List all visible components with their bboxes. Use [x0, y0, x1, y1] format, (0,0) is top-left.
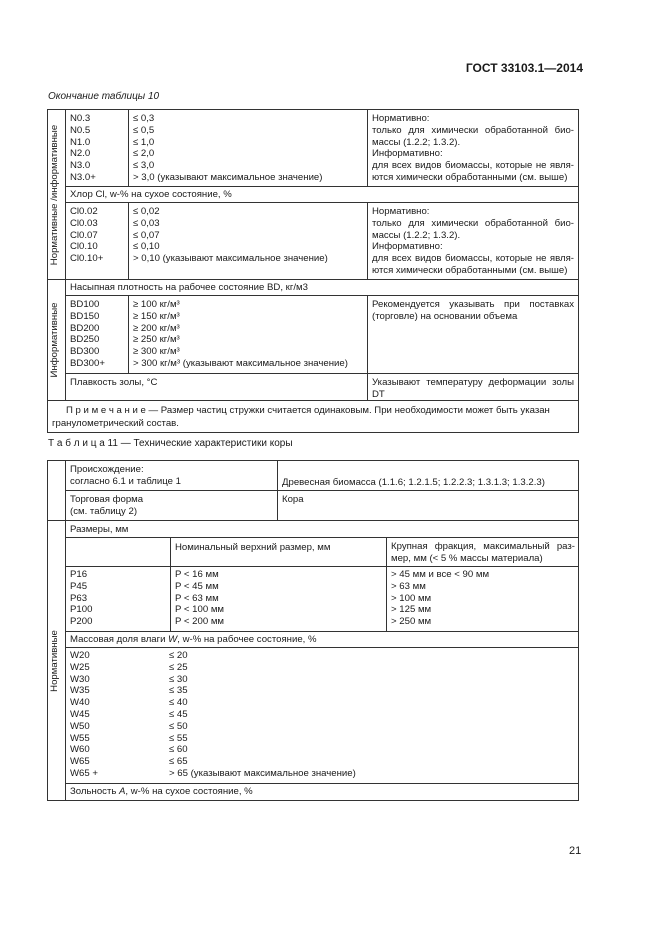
- chlorine-notes: [372, 206, 574, 277]
- table-cell: Cl0.03: [70, 217, 98, 229]
- table-cell: > 63 мм: [391, 580, 426, 592]
- table-cell: Указывают температуру деформации золы: [372, 377, 574, 388]
- table-cell: Нормативно:: [372, 113, 430, 124]
- moisture-title: Массовая доля влаги W, w-% на рабочее состояние, %: [70, 634, 317, 645]
- table-cell: массы (1.2.2; 1.3.2).: [372, 229, 461, 241]
- table-cell: Cl0.02: [70, 206, 98, 217]
- table-cell: Происхождение:: [70, 464, 144, 475]
- table-10-caption: Окончание таблицы 10: [48, 91, 160, 102]
- table-11-caption: Т а б л и ц а 11 — Технические характеристики коры: [48, 438, 293, 449]
- origin-value: Древесная биомасса (1.1.6; 1.2.1.5; 1.2.2.3; 1.3.1.3; 1.3.2.3): [282, 477, 545, 488]
- table-cell: P < 200 мм: [175, 616, 225, 628]
- table-cell: для всех видов биомассы, которые не явля-: [372, 160, 574, 172]
- table-cell: ются химически обработанными (см. выше): [372, 171, 568, 183]
- nitrogen-notes: [372, 113, 574, 184]
- remark-line: П р и м е ч а н и е — Размер частиц стружки считается одинаковым. При необходимости может быть указан: [66, 405, 550, 416]
- table-cell: ≤ 40: [169, 697, 188, 709]
- group-label-normative: Нормативные: [49, 630, 60, 692]
- table-cell: N3.0+: [70, 171, 96, 183]
- table-cell: W35: [70, 685, 90, 697]
- table-cell: > 100 мм: [391, 592, 432, 604]
- table-cell: для всех видов биомассы, которые не явля-: [372, 253, 574, 265]
- table-cell: мер, мм (< 5 % массы материала): [391, 552, 543, 564]
- table-cell: P < 45 мм: [175, 580, 219, 592]
- table-cell: > 65 (указывают максимальное значение): [169, 767, 356, 779]
- table-cell: ≥ 100 кг/м³: [133, 299, 180, 310]
- table-cell: ≤ 2,0: [133, 148, 155, 160]
- chlorine-codes: [70, 206, 103, 265]
- table-cell: ≥ 300 кг/м³: [133, 346, 180, 358]
- table-cell: (торговле) на основании объема: [372, 310, 518, 322]
- table-cell: > 125 мм: [391, 604, 432, 616]
- table-cell: ≤ 0,5: [133, 124, 155, 136]
- table-cell: > 250 мм: [391, 616, 432, 628]
- table-cell: BD200: [70, 322, 100, 334]
- bulk-density-codes: [70, 299, 105, 370]
- dimensions-title: Размеры, мм: [70, 524, 129, 535]
- trade-form-label: [70, 494, 143, 518]
- table-cell: BD150: [70, 310, 100, 322]
- table-cell: ≤ 55: [169, 732, 188, 744]
- table-cell: ≤ 25: [169, 661, 188, 673]
- table-cell: W45: [70, 708, 90, 720]
- moisture-values: [169, 650, 356, 780]
- column-header-nominal: Номинальный верхний размер, мм: [175, 542, 331, 553]
- trade-form-value: Кора: [282, 494, 304, 505]
- ash-content-title: Зольность A, w-% на сухое состояние, %: [70, 786, 253, 797]
- table-cell: P100: [70, 604, 93, 616]
- document-id: ГОСТ 33103.1—2014: [465, 61, 583, 75]
- table-cell: W65 +: [70, 767, 98, 779]
- table-cell: BD250: [70, 334, 100, 346]
- table-cell: > 3,0 (указывают максимальное значение): [133, 171, 323, 183]
- table-cell: Торговая форма: [70, 494, 144, 505]
- table-cell: W40: [70, 697, 90, 709]
- table-cell: W60: [70, 744, 90, 756]
- table-cell: Cl0.10: [70, 241, 98, 253]
- table-10-remark: [52, 404, 574, 430]
- table-cell: Крупная фракция, максимальный раз-: [391, 541, 575, 552]
- table-cell: согласно 6.1 и таблице 1: [70, 475, 181, 487]
- dimension-codes: [70, 569, 92, 628]
- table-cell: Нормативно:: [372, 206, 430, 217]
- table-cell: ≤ 0,07: [133, 229, 160, 241]
- table-cell: ≥ 150 кг/м³: [133, 310, 180, 322]
- table-cell: Рекомендуется указывать при поставках: [372, 299, 574, 310]
- table-cell: ются химически обработанными (см. выше): [372, 264, 568, 276]
- table-cell: ≤ 0,03: [133, 217, 160, 229]
- table-cell: W55: [70, 732, 90, 744]
- table-cell: N1.0: [70, 136, 91, 148]
- chlorine-values: [133, 206, 328, 265]
- table-cell: P < 16 мм: [175, 569, 219, 580]
- table-cell: BD300: [70, 346, 100, 358]
- bulk-density-notes: [372, 299, 574, 323]
- table-cell: P < 100 мм: [175, 604, 225, 616]
- moisture-codes: [70, 650, 98, 780]
- nitrogen-values: [133, 113, 322, 184]
- table-cell: P < 63 мм: [175, 592, 219, 604]
- table-cell: P45: [70, 580, 88, 592]
- chlorine-title: Хлор Cl, w-% на сухое состояние, %: [70, 189, 232, 200]
- bulk-density-title: Насыпная плотность на рабочее состояние BD, кг/м3: [70, 282, 308, 293]
- table-cell: > 0,10 (указывают максимальное значение): [133, 253, 328, 265]
- group-label-informative: Информативные: [49, 302, 60, 378]
- bulk-density-values: [133, 299, 348, 370]
- group-label-normative-informative: Нормативные /информативные: [49, 124, 60, 266]
- table-cell: W30: [70, 673, 90, 685]
- table-cell: W65: [70, 756, 90, 768]
- table-cell: > 45 мм и все < 90 мм: [391, 569, 490, 580]
- table-cell: > 300 кг/м³ (указывают максимальное значение): [133, 357, 348, 369]
- table-cell: N0.3: [70, 113, 91, 124]
- page-number: 21: [569, 845, 582, 857]
- table-cell: P200: [70, 616, 93, 628]
- table-cell: ≤ 3,0: [133, 160, 155, 172]
- table-cell: Cl0.10+: [70, 253, 104, 265]
- table-cell: Cl0.07: [70, 229, 98, 241]
- table-cell: ≤ 30: [169, 673, 188, 685]
- table-cell: Информативно:: [372, 241, 443, 253]
- table-cell: BD300+: [70, 357, 105, 369]
- dimension-coarse-values: [391, 569, 489, 628]
- table-cell: ≤ 45: [169, 708, 188, 720]
- table-cell: ≤ 65: [169, 756, 188, 768]
- table-cell: ≤ 0,02: [133, 206, 160, 217]
- table-cell: N3.0: [70, 160, 91, 172]
- table-cell: ≥ 250 кг/м³: [133, 334, 180, 346]
- table-cell: ≥ 200 кг/м³: [133, 322, 180, 334]
- table-cell: ≤ 0,3: [133, 113, 155, 124]
- table-cell: P63: [70, 592, 88, 604]
- table-cell: ≤ 50: [169, 720, 188, 732]
- table-cell: ≤ 0,10: [133, 241, 160, 253]
- table-cell: ≤ 35: [169, 685, 188, 697]
- table-cell: W50: [70, 720, 90, 732]
- table-cell: W20: [70, 650, 90, 661]
- ash-melting-notes: [372, 377, 574, 401]
- table-cell: ≤ 20: [169, 650, 188, 661]
- origin-label: [70, 464, 181, 488]
- column-header-coarse: [391, 541, 575, 565]
- table-cell: только для химически обработанной био-: [372, 124, 574, 136]
- table-cell: Информативно:: [372, 148, 443, 160]
- nitrogen-codes: [70, 113, 96, 184]
- ash-melting-title: Плавкость золы, °C: [70, 377, 158, 388]
- table-cell: массы (1.2.2; 1.3.2).: [372, 136, 461, 148]
- table-cell: ≤ 60: [169, 744, 188, 756]
- table-cell: ≤ 1,0: [133, 136, 155, 148]
- table-cell: W25: [70, 661, 90, 673]
- table-cell: DT: [372, 388, 385, 400]
- table-cell: (см. таблицу 2): [70, 505, 138, 517]
- table-cell: BD100: [70, 299, 100, 310]
- table-cell: N2.0: [70, 148, 91, 160]
- table-cell: N0.5: [70, 124, 91, 136]
- remark-line: гранулометрический состав.: [52, 418, 179, 429]
- table-cell: только для химически обработанной био-: [372, 217, 574, 229]
- table-cell: P16: [70, 569, 88, 580]
- dimension-nominal-values: [175, 569, 224, 628]
